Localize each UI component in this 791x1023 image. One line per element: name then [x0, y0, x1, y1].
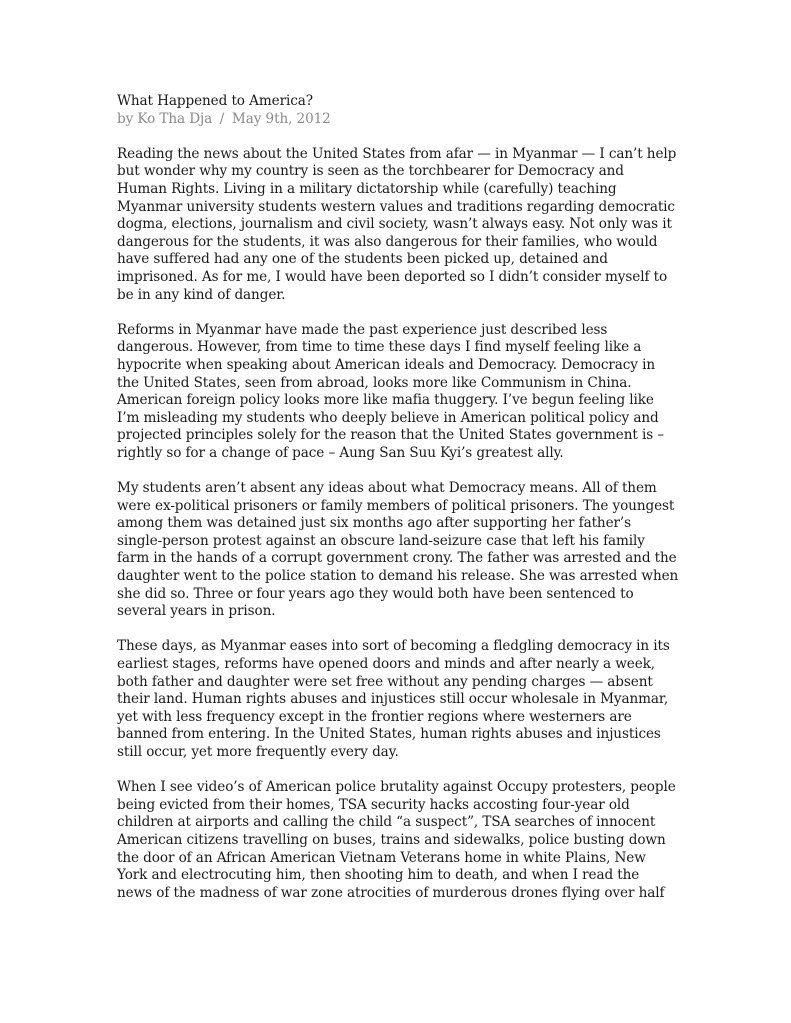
- paragraph-line: have suffered had any one of the students been picked up, detained and: [117, 251, 608, 268]
- article-paragraph: [117, 146, 687, 304]
- paragraph-line: When I see video’s of American police brutality against Occupy protesters, people: [117, 779, 676, 796]
- paragraph-line: hypocrite when speaking about American ideals and Democracy. Democracy in: [117, 356, 655, 373]
- paragraph-line: dogma, elections, journalism and civil society, wasn’t always easy. Not only was it: [117, 216, 672, 233]
- paragraph-line: dangerous. However, from time to time these days I find myself feeling like a: [117, 339, 642, 356]
- paragraph-line: farm in the hands of a corrupt government crony. The father was arrested and the: [117, 550, 677, 567]
- article-byline: [117, 111, 687, 129]
- article-body: [117, 146, 687, 903]
- paragraph-line: being evicted from their homes, TSA security hacks accosting four-year old: [117, 796, 630, 813]
- paragraph-line: among them was detained just six months ago after supporting her father’s: [117, 515, 632, 532]
- paragraph-line: dangerous for the students, it was also dangerous for their families, who would: [117, 233, 658, 250]
- paragraph-line: imprisoned. As for me, I would have been deported so I didn’t consider myself to: [117, 268, 668, 285]
- byline-date: May 9th, 2012: [231, 110, 331, 127]
- paragraph-line: but wonder why my country is seen as the torchbearer for Democracy and: [117, 163, 624, 180]
- paragraph-line: These days, as Myanmar eases into sort of becoming a fledgling democracy in its: [117, 638, 670, 655]
- paragraph-line: Myanmar university students western values and traditions regarding democratic: [117, 198, 675, 215]
- paragraph-line: My students aren’t absent any ideas about what Democracy means. All of them: [117, 480, 657, 497]
- paragraph-line: single-person protest against an obscure land-seizure case that left his family: [117, 532, 645, 549]
- paragraph-line: projected principles solely for the reason that the United States government is –: [117, 427, 664, 444]
- paragraph-line: Reforms in Myanmar have made the past experience just described less: [117, 321, 608, 338]
- paragraph-line: rightly so for a change of pace – Aung San Suu Kyi’s greatest ally.: [117, 444, 564, 461]
- paragraph-line: Reading the news about the United States from afar — in Myanmar — I can’t help: [117, 145, 677, 162]
- article-paragraph: [117, 779, 687, 902]
- paragraph-line: be in any kind of danger.: [117, 286, 286, 303]
- paragraph-line: earliest stages, reforms have opened doors and minds and after nearly a week,: [117, 656, 656, 672]
- paragraph-line: I’m misleading my students who deeply believe in American political policy and: [117, 409, 659, 426]
- paragraph-line: their land. Human rights abuses and injustices still occur wholesale in Myanmar,: [117, 691, 669, 708]
- paragraph-line: York and electrocuting him, then shooting him to death, and when I read the: [117, 867, 640, 884]
- byline-author: by Ko Tha Dja: [117, 110, 213, 127]
- paragraph-line: news of the madness of war zone atrocities of murderous drones flying over half: [117, 884, 665, 901]
- paragraph-line: were ex-political prisoners or family members of political prisoners. The youngest: [117, 497, 675, 514]
- byline-separator: /: [219, 110, 225, 127]
- paragraph-line: still occur, yet more frequently every day.: [117, 743, 399, 760]
- paragraph-line: American foreign policy looks more like mafia thuggery. I’ve begun feeling like: [117, 392, 654, 409]
- document-page: [117, 93, 687, 920]
- paragraph-line: daughter went to the police station to demand his release. She was arrested when: [117, 568, 679, 585]
- article-title: What Happened to America?: [117, 93, 313, 109]
- paragraph-line: both father and daughter were set free without any pending charges — absent: [117, 673, 653, 690]
- paragraph-line: children at airports and calling the child “a suspect”, TSA searches of innocent: [117, 814, 656, 831]
- paragraph-line: American citizens travelling on buses, trains and sidewalks, police busting down: [117, 831, 666, 848]
- paragraph-line: banned from entering. In the United States, human rights abuses and injustices: [117, 726, 661, 743]
- paragraph-line: yet with less frequency except in the frontier regions where westerners are: [117, 708, 632, 725]
- paragraph-line: the United States, seen from abroad, looks more like Communism in China.: [117, 374, 632, 391]
- paragraph-line: the door of an African American Vietnam Veterans home in white Plains, New: [117, 849, 646, 866]
- article-paragraph: [117, 638, 687, 761]
- paragraph-line: she did so. Three or four years ago they would both have been sentenced to: [117, 585, 634, 602]
- article-paragraph: [117, 480, 687, 621]
- paragraph-line: Human Rights. Living in a military dictatorship while (carefully) teaching: [117, 180, 617, 197]
- paragraph-line: several years in prison.: [117, 603, 276, 620]
- article-paragraph: [117, 322, 687, 463]
